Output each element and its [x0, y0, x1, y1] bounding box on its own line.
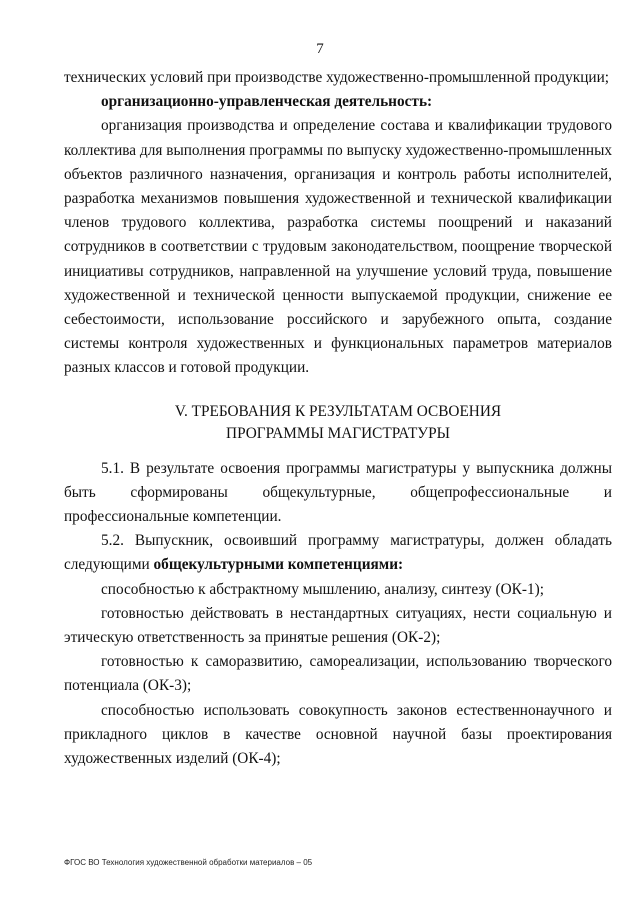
competence-ok-2: готовностью действовать в нестандартных ситуациях, нести социальную и этическую ответственность за принятые решения (ОК-2);: [64, 604, 612, 647]
item-5-2-text: 5.2. Выпускник, освоивший программу магистратуры, должен обладать следующими: [64, 532, 612, 574]
section-heading: [64, 401, 612, 445]
activity-heading: организационно-управленческая деятельность:: [101, 93, 433, 111]
item-5-2-bold: общекультурными компетенциями:: [153, 556, 404, 574]
page-number: 7: [316, 41, 324, 57]
item-5-2: [64, 529, 612, 577]
footer-note: ФГОС ВО Технология художественной обработки материалов – 05: [64, 858, 313, 867]
competence-ok-4: способностью использовать совокупность законов естественнонаучного и прикладного циклов в качестве основной научной базы проектирования художественных изделий (ОК-4);: [64, 701, 612, 768]
paragraph-continuation: технических условий при производстве художественно-промышленной продукции;: [64, 69, 610, 86]
section-heading-line-2: ПРОГРАММЫ МАГИСТРАТУРЫ: [226, 424, 450, 442]
paragraph-organization: организация производства и определение состава и квалификации трудового коллектива для выполнения программы по выпуску художественно-промышленных объектов различного назначения, организация и контроль работы исполнителей, разработка механизмов повышения художественной и технической квалификации членов трудового коллектива, разработка системы поощрений и наказаний сотрудников в соответствии с трудовым законодательством, поощрение творческой инициативы сотрудников, направленной на улучшение условий труда, повышение художественной и технической ценности выпускаемой продукции, снижение ее себестоимости, использование российского и зарубежного опыта, создание системы контроля художественных и функциональных параметров материалов разных классов и готовой продукции.: [64, 117, 612, 377]
section-heading-line-1: V. ТРЕБОВАНИЯ К РЕЗУЛЬТАТАМ ОСВОЕНИЯ: [174, 402, 502, 420]
competence-ok-1: способностью к абстрактному мышлению, анализу, синтезу (ОК-1);: [101, 580, 544, 598]
document-body: [64, 66, 612, 771]
competence-ok-3: готовностью к саморазвитию, самореализации, использованию творческого потенциала (ОК-3);: [64, 653, 612, 695]
item-5-1: 5.1. В результате освоения программы магистратуры у выпускника должны быть сформированы общекультурные, общепрофессиональные и профессиональные компетенции.: [64, 459, 612, 526]
